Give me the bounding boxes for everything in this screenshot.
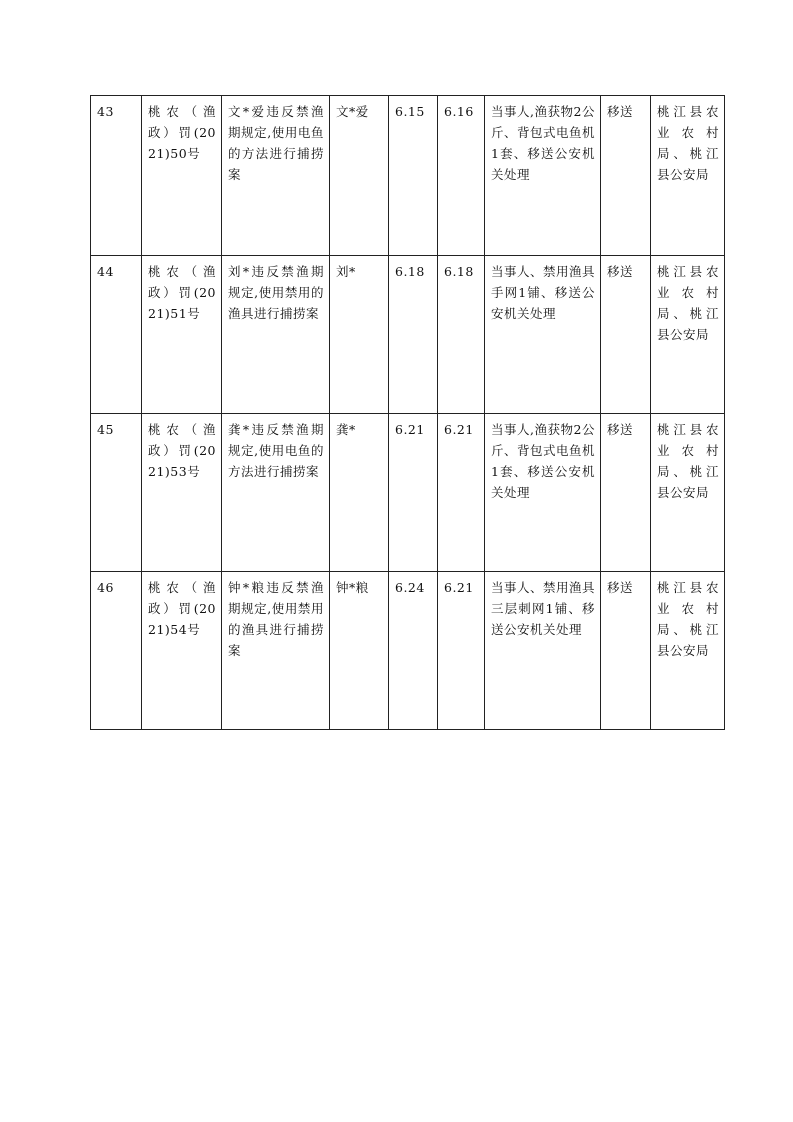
agency-cell: 桃江县农业农村局、桃江县公安局 xyxy=(651,256,725,414)
handling-type-cell: 移送 xyxy=(601,414,651,572)
document-number-cell: 桃农（渔政）罚(2021)50号 xyxy=(142,96,222,256)
decision-date-cell: 6.16 xyxy=(438,96,485,256)
table-row xyxy=(91,96,725,256)
party-cell: 刘* xyxy=(330,256,389,414)
case-name-cell: 刘*违反禁渔期规定,使用禁用的渔具进行捕捞案 xyxy=(222,256,330,414)
case-number-cell: 45 xyxy=(91,414,142,572)
agency-cell: 桃江县农业农村局、桃江县公安局 xyxy=(651,414,725,572)
filing-date-cell: 6.24 xyxy=(389,572,438,730)
filing-date-cell: 6.15 xyxy=(389,96,438,256)
document-number-cell: 桃农（渔政）罚(2021)51号 xyxy=(142,256,222,414)
party-cell: 龚* xyxy=(330,414,389,572)
handling-cell: 当事人,渔获物2公斤、背包式电鱼机1套、移送公安机关处理 xyxy=(485,414,601,572)
case-name-cell: 文*爱违反禁渔期规定,使用电鱼的方法进行捕捞案 xyxy=(222,96,330,256)
document-number-cell: 桃农（渔政）罚(2021)54号 xyxy=(142,572,222,730)
case-number-cell: 43 xyxy=(91,96,142,256)
party-cell: 文*爱 xyxy=(330,96,389,256)
penalty-cases-table xyxy=(90,95,725,730)
agency-cell: 桃江县农业农村局、桃江县公安局 xyxy=(651,572,725,730)
filing-date-cell: 6.18 xyxy=(389,256,438,414)
handling-type-cell: 移送 xyxy=(601,572,651,730)
case-number-cell: 46 xyxy=(91,572,142,730)
handling-type-cell: 移送 xyxy=(601,256,651,414)
case-name-cell: 钟*粮违反禁渔期规定,使用禁用的渔具进行捕捞案 xyxy=(222,572,330,730)
handling-cell: 当事人、禁用渔具手网1铺、移送公安机关处理 xyxy=(485,256,601,414)
party-cell: 钟*粮 xyxy=(330,572,389,730)
table-row xyxy=(91,414,725,572)
decision-date-cell: 6.21 xyxy=(438,414,485,572)
filing-date-cell: 6.21 xyxy=(389,414,438,572)
case-name-cell: 龚*违反禁渔期规定,使用电鱼的方法进行捕捞案 xyxy=(222,414,330,572)
handling-cell: 当事人、禁用渔具三层刺网1铺、移送公安机关处理 xyxy=(485,572,601,730)
document-number-cell: 桃农（渔政）罚(2021)53号 xyxy=(142,414,222,572)
handling-cell: 当事人,渔获物2公斤、背包式电鱼机1套、移送公安机关处理 xyxy=(485,96,601,256)
table-row xyxy=(91,572,725,730)
decision-date-cell: 6.21 xyxy=(438,572,485,730)
decision-date-cell: 6.18 xyxy=(438,256,485,414)
case-number-cell: 44 xyxy=(91,256,142,414)
table-row xyxy=(91,256,725,414)
handling-type-cell: 移送 xyxy=(601,96,651,256)
agency-cell: 桃江县农业农村局、桃江县公安局 xyxy=(651,96,725,256)
